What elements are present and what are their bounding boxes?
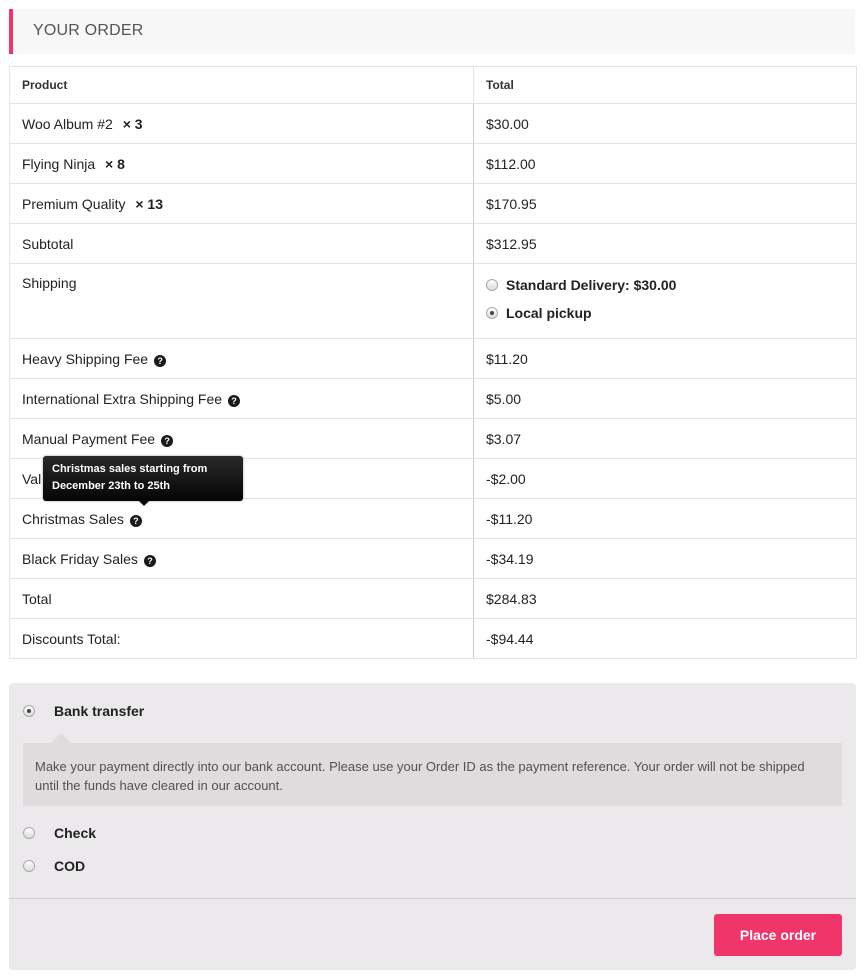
fee-label-cell [10,499,474,539]
order-total-label: Total [10,579,474,619]
tooltip-line: December 23th to 25th [52,480,170,492]
shipping-option-label: Standard Delivery: $30.00 [506,277,677,293]
fee-label-cell [10,379,474,419]
fee-row [10,339,857,379]
product-name: Premium Quality [22,195,126,212]
order-section-header [9,9,855,54]
product-name: Flying Ninja [22,155,96,172]
discounts-total-value: -$94.44 [474,619,857,659]
shipping-option-label: Local pickup [506,305,592,321]
product-name-cell [10,144,474,184]
order-title: YOUR ORDER [33,22,144,39]
fee-value: $11.20 [474,339,857,379]
product-total: $170.95 [474,184,857,224]
payment-method-check[interactable] [23,825,96,841]
fee-label: Christmas Sales [22,510,124,527]
shipping-options [474,264,857,339]
tooltip-line: Christmas sales starting from [52,463,208,475]
help-icon[interactable]: ? [154,355,166,367]
table-header-row [10,67,857,104]
fee-row [10,419,857,459]
order-total-row [10,579,857,619]
fee-value: -$2.00 [474,459,857,499]
product-name: Woo Album #2 [22,115,113,132]
cod-radio[interactable] [23,860,35,872]
shipping-standard-radio[interactable] [486,279,498,291]
payment-method-bank-transfer[interactable] [23,703,144,719]
fee-label-cell [10,419,474,459]
product-name-cell [10,104,474,144]
product-quantity: × 8 [105,155,125,172]
fee-row [10,499,857,539]
discounts-total-label: Discounts Total: [10,619,474,659]
help-icon[interactable]: ? [130,515,142,527]
product-quantity: × 3 [122,115,143,132]
fee-label: Heavy Shipping Fee [22,350,149,367]
shipping-option-standard[interactable] [486,275,844,295]
cart-item-row [10,184,857,224]
fee-row [10,379,857,419]
product-total: $30.00 [474,104,857,144]
discounts-total-row [10,619,857,659]
fee-value: -$11.20 [474,499,857,539]
fee-value: $5.00 [474,379,857,419]
product-total: $112.00 [474,144,857,184]
product-name-cell [10,184,474,224]
fee-tooltip [43,456,243,501]
cart-item-row [10,144,857,184]
fee-label-cell [10,339,474,379]
help-icon[interactable]: ? [144,555,156,567]
order-total-value: $284.83 [474,579,857,619]
shipping-local-pickup-radio[interactable] [486,307,498,319]
subtotal-label: Subtotal [10,224,474,264]
fee-label-cell [10,539,474,579]
subtotal-value: $312.95 [474,224,857,264]
column-header-product: Product [10,67,474,104]
fee-value: $3.07 [474,419,857,459]
place-order-button[interactable]: Place order [714,914,842,956]
payment-method-label: Check [54,825,97,841]
divider [9,898,856,899]
help-icon[interactable]: ? [228,395,240,407]
fee-value: -$34.19 [474,539,857,579]
product-quantity: × 13 [135,195,163,212]
column-header-total: Total [474,67,857,104]
fee-label: Val [22,470,42,487]
fee-label: Manual Payment Fee [22,430,156,447]
payment-methods-panel [9,683,856,970]
fee-label: Black Friday Sales [22,550,138,567]
fee-row [10,539,857,579]
shipping-row [10,264,857,339]
cart-item-row [10,104,857,144]
subtotal-row [10,224,857,264]
payment-method-label: COD [54,858,86,874]
bank-transfer-radio[interactable] [23,705,35,717]
shipping-option-local-pickup[interactable] [486,303,844,323]
payment-method-description: Make your payment directly into our bank account. Please use your Order ID as the payment reference. Your order will not be shipped until the funds have cleared in our account. [23,743,842,806]
order-table [9,66,857,659]
payment-method-label: Bank transfer [54,703,145,719]
help-icon[interactable]: ? [161,435,173,447]
check-radio[interactable] [23,827,35,839]
payment-method-cod[interactable] [23,858,85,874]
fee-label: International Extra Shipping Fee [22,390,223,407]
shipping-label: Shipping [10,264,474,339]
